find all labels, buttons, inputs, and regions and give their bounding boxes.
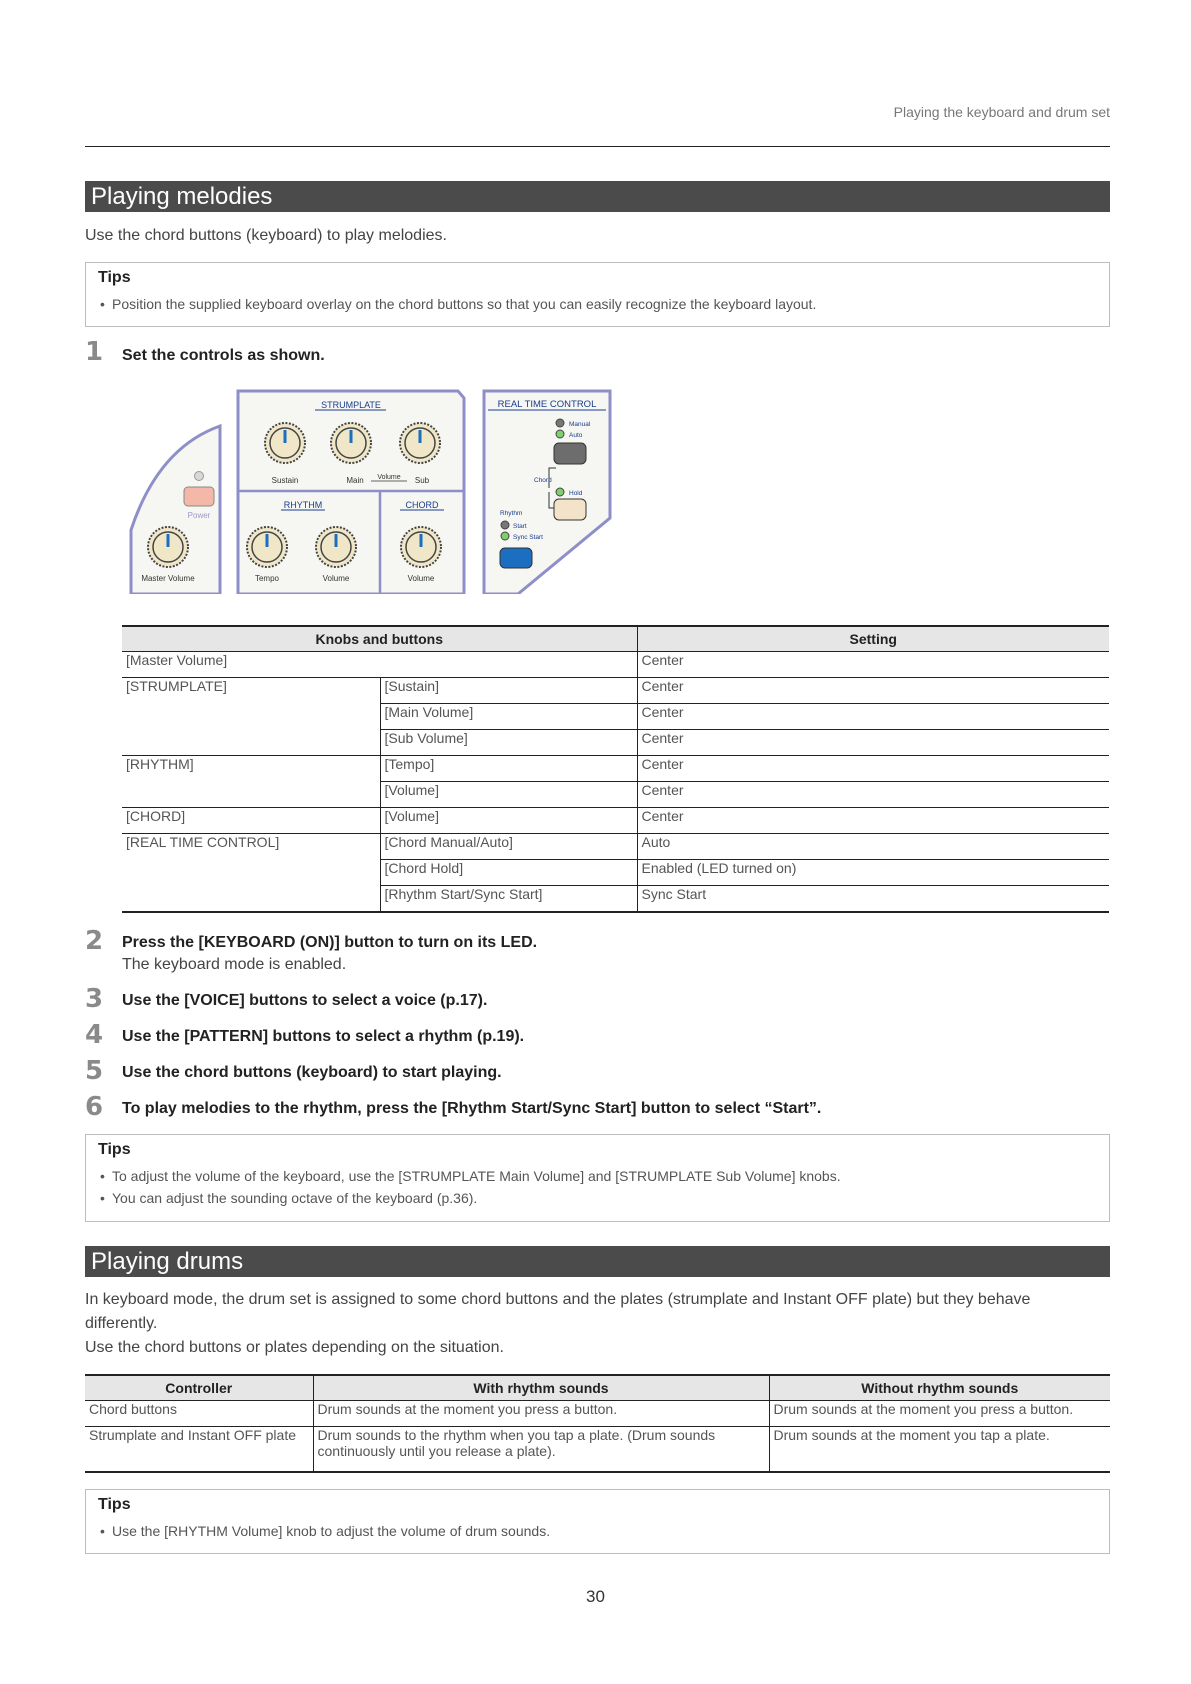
tips-item: • You can adjust the sounding octave of the keyboard (p.36). (98, 1187, 1097, 1209)
sub-volume-knob[interactable] (400, 423, 440, 463)
table-cell (122, 782, 380, 808)
sub-label: Sub (414, 476, 430, 485)
master-volume-label: Master Volume (141, 574, 195, 583)
table-cell: [Tempo] (380, 756, 637, 782)
volume-small-label: Volume (377, 474, 401, 481)
step-text: Press the [KEYBOARD (ON)] button to turn on its LED. (122, 934, 538, 951)
sustain-label: Sustain (271, 476, 299, 485)
step-subtext: The keyboard mode is enabled. (122, 956, 347, 973)
table-cell: Drum sounds at the moment you press a button. (313, 1401, 769, 1427)
step-text: Set the controls as shown. (122, 347, 325, 364)
step-number: 1 (85, 337, 104, 367)
tips-box (85, 1134, 1110, 1222)
table-cell: Center (637, 730, 1109, 756)
chord-side-label: Chord (534, 477, 552, 484)
table-cell: Center (637, 808, 1109, 834)
sustain-knob[interactable] (265, 423, 305, 463)
master-panel (131, 426, 220, 594)
rtc-label: REAL TIME CONTROL (497, 399, 597, 410)
table-row (122, 652, 1109, 678)
table-cell: Drum sounds at the moment you press a button. (769, 1401, 1110, 1427)
table-header: Without rhythm sounds (769, 1375, 1110, 1401)
chord-volume-label: Volume (407, 574, 435, 583)
table-cell (122, 730, 380, 756)
table-cell: [Volume] (380, 782, 637, 808)
strumplate-label: STRUMPLATE (321, 400, 381, 410)
table-row (122, 808, 1109, 834)
start-label: Start (513, 523, 527, 530)
table-cell: Center (637, 678, 1109, 704)
tempo-knob[interactable] (247, 527, 287, 567)
rhythm-label: RHYTHM (283, 500, 323, 510)
sync-start-led-icon (501, 532, 509, 540)
table-row (122, 782, 1109, 808)
table-cell: [Chord Hold] (380, 860, 637, 886)
table-header: Knobs and buttons (122, 626, 637, 652)
table-header: Controller (85, 1375, 313, 1401)
step-number: 5 (85, 1056, 104, 1086)
rhythm-side-label: Rhythm (500, 510, 523, 517)
table-cell: [Chord Manual/Auto] (380, 834, 637, 860)
table-cell: [REAL TIME CONTROL] (126, 834, 280, 850)
step-text: Use the [VOICE] buttons to select a voice (p.17). (122, 992, 488, 1009)
table-cell (122, 860, 380, 886)
table-cell: [Sustain] (380, 678, 637, 704)
table-row (122, 756, 1109, 782)
power-button[interactable] (184, 487, 214, 506)
step-text: Use the chord buttons (keyboard) to start playing. (122, 1064, 502, 1081)
step-number: 2 (85, 926, 104, 956)
power-label: Power (187, 511, 211, 520)
table-cell: [Volume] (380, 808, 637, 834)
section-intro: Use the chord buttons (keyboard) to play melodies. (85, 227, 447, 244)
step-number: 4 (85, 1020, 104, 1050)
table-cell: Drum sounds at the moment you tap a plate. (769, 1427, 1110, 1473)
tips-item: • To adjust the volume of the keyboard, use the [STRUMPLATE Main Volume] and [STRUMPLATE Sub Volume] knobs. (98, 1165, 1097, 1187)
tips-title: Tips (98, 1496, 131, 1513)
step-text: To play melodies to the rhythm, press the [Rhythm Start/Sync Start] button to select “Start”. (122, 1100, 822, 1117)
chord-volume-knob[interactable] (401, 527, 441, 567)
auto-label: Auto (569, 432, 583, 439)
table-cell: Drum sounds to the rhythm when you tap a plate. (Drum sounds continuously until you release a plate). (313, 1427, 769, 1473)
table-row (122, 678, 1109, 704)
section-title-playing-drums: Playing drums (85, 1246, 1110, 1277)
hold-led-icon (556, 488, 564, 496)
section-intro: Use the chord buttons or plates depending on the situation. (85, 1339, 504, 1356)
manual-led-icon (556, 419, 564, 427)
table-row (85, 1401, 1110, 1427)
section-intro: In keyboard mode, the drum set is assigned to some chord buttons and the plates (strumplate and Instant OFF plate) but they behave differently. (85, 1291, 1031, 1332)
chord-manual-auto-button[interactable] (554, 443, 586, 464)
table-header: Setting (637, 626, 1109, 652)
tips-item: • Position the supplied keyboard overlay on the chord buttons so that you can easily recognize the keyboard layout. (98, 293, 1097, 315)
rhythm-volume-label: Volume (322, 574, 350, 583)
table-row (122, 860, 1109, 886)
sync-start-label: Sync Start (513, 534, 543, 541)
table-cell: Strumplate and Instant OFF plate (85, 1427, 313, 1473)
chord-label: CHORD (405, 500, 439, 510)
main-volume-knob[interactable] (331, 423, 371, 463)
main-label: Main (346, 476, 364, 485)
table-cell: [Rhythm Start/Sync Start] (380, 886, 637, 913)
table-cell: [Sub Volume] (380, 730, 637, 756)
step-number: 6 (85, 1092, 104, 1122)
rhythm-volume-knob[interactable] (316, 527, 356, 567)
table-cell: [Main Volume] (380, 704, 637, 730)
table-row (122, 834, 1109, 860)
manual-label: Manual (569, 421, 591, 428)
table-cell: Sync Start (637, 886, 1109, 913)
running-header: Playing the keyboard and drum set (893, 104, 1110, 120)
table-cell (122, 886, 380, 913)
controls-table (122, 625, 1109, 913)
table-row (85, 1427, 1110, 1473)
table-cell: [CHORD] (122, 808, 380, 834)
step-text: Use the [PATTERN] buttons to select a rhythm (p.19). (122, 1028, 525, 1045)
table-cell: Center (637, 652, 1109, 678)
rhythm-start-sync-button[interactable] (500, 548, 532, 568)
power-led-icon (195, 472, 204, 481)
tips-item: • Use the [RHYTHM Volume] knob to adjust the volume of drum sounds. (98, 1520, 1097, 1542)
table-cell: Center (637, 782, 1109, 808)
tempo-label: Tempo (254, 574, 280, 583)
drum-table (85, 1374, 1110, 1473)
table-row (122, 886, 1109, 913)
table-cell: Enabled (LED turned on) (637, 860, 1109, 886)
tips-box (85, 262, 1110, 327)
table-header: With rhythm sounds (313, 1375, 769, 1401)
control-panel-illustration (128, 388, 613, 594)
tips-title: Tips (98, 269, 131, 286)
section-title-playing-melodies: Playing melodies (85, 181, 1110, 212)
chord-hold-button[interactable] (554, 499, 586, 520)
table-row (122, 730, 1109, 756)
tips-title: Tips (98, 1141, 131, 1158)
table-cell: Chord buttons (85, 1401, 313, 1427)
start-led-icon (501, 521, 509, 529)
table-cell: [RHYTHM] (126, 756, 194, 772)
table-cell: [STRUMPLATE] (126, 678, 227, 694)
table-cell: Auto (637, 834, 1109, 860)
auto-led-icon (556, 430, 564, 438)
master-volume-knob[interactable] (148, 527, 188, 567)
step-number: 3 (85, 984, 104, 1014)
header-rule (85, 146, 1110, 147)
table-cell (122, 704, 380, 730)
hold-label: Hold (569, 490, 583, 497)
table-cell: Center (637, 704, 1109, 730)
table-row (122, 704, 1109, 730)
table-cell: Center (637, 756, 1109, 782)
table-cell: [Master Volume] (122, 652, 637, 678)
page-number: 30 (586, 1587, 605, 1606)
tips-box (85, 1489, 1110, 1554)
